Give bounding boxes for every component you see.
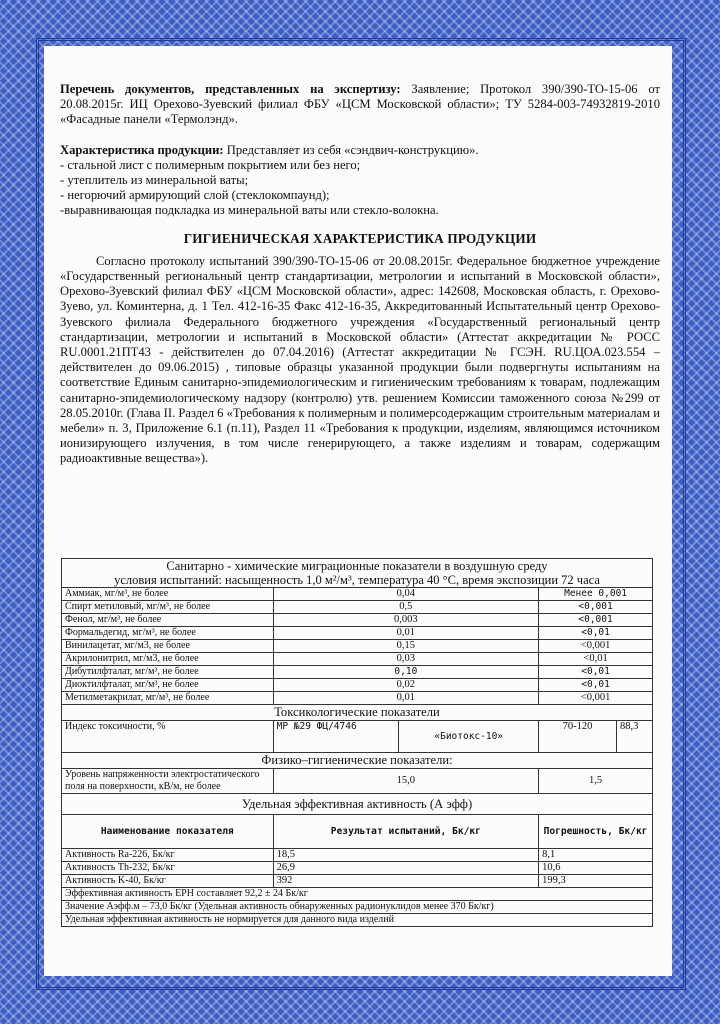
activity-col-name: Наименование показателя (62, 815, 274, 849)
results-table (61, 558, 653, 927)
table-row (62, 640, 653, 653)
documents-paragraph (60, 82, 660, 128)
documents-text: Заявление; Протокол 390/390-ТО-15-06 от 20.08.2015г. ИЦ Орехово-Зуевский филиал ФБУ «ЦСМ Московской области»; ТУ 5284-003-74932819-2010 «Фасадные панели «Термолэнд». (60, 82, 660, 127)
tox-range: 70-120 (539, 721, 617, 753)
tox-title: Токсикологические показатели (62, 705, 653, 721)
table-row (62, 601, 653, 614)
table-row (62, 653, 653, 666)
chem-norm: 0,01 (273, 627, 539, 640)
activity-header-row (62, 815, 653, 849)
chem-name: Акрилонитрил, мг/м3, не более (62, 653, 274, 666)
table-row (62, 769, 653, 794)
footer-note: Значение Аэфф.м – 73,0 Бк/кг (Удельная активность обнаруженных радионуклидов менее 370 Бк/кг) (62, 901, 653, 914)
chem-norm: 0,01 (273, 692, 539, 705)
table-header-row (62, 559, 653, 588)
tox-name: Индекс токсичности, % (62, 721, 274, 753)
chem-norm: 0,003 (273, 614, 539, 627)
characteristic-item: -выравнивающая подкладка из минеральной ваты или стекло-волокна. (60, 203, 439, 218)
activity-result: 392 (273, 875, 539, 888)
chem-result: <0,01 (539, 653, 653, 666)
chem-result: Менее 0,001 (539, 588, 653, 601)
main-paragraph: Согласно протоколу испытаний 390/390-ТО-15-06 от 20.08.2015г. Федеральное бюджетное учреждение «Государственный региональный центр стандартизации, метрологии и испытаний в Московской области», Орехово-Зуевский филиал ФБУ «ЦСМ Московской области», адрес: 142608, Московская область, г. Орехово-Зуево, ул. Коминтерна, д. 1 Тел. 412-16-35 Факс 412-16-35, Аккредитованный Испытательный центр Орехово-Зуевского филиала Федерального бюджетного учреждения «Государственный региональный центр стандартизации, метрологии и испытаний в Московской области» (Аттестат аккредитации № РОСС RU.0001.21ПТ43 - действителен до 07.04.2016) (Аттестат аккредитации № ГСЭН. RU.ЦОА.023.554 – действителен до 09.06.2015) , типовые образцы указанной продукции были подвергнуты испытаниям на соответствие Единым санитарно-эпидемиологическим и гигиеническим требованиям к товарам, подлежащим санитарно-эпидемиологическому надзору (контролю) утв. решением Комиссии таможенного союза №299 от 28.05.2010г. (Глава II. Раздел 6 «Требования к полимерным и полимерсодержащим строительным материалам и мебели» п. 3, Приложение 6.1 (п.11), Раздел 11 «Требования к продукции, изделиям, являющимся источником ионизирующего излучения, в том числе генерирующего, а также изделиям и товарам, содержащим радиоактивные вещества»). (60, 253, 660, 466)
activity-error: 8,1 (539, 849, 653, 862)
table-row (62, 875, 653, 888)
table-section-row (62, 794, 653, 815)
chem-result: <0,001 (539, 614, 653, 627)
table-row (62, 627, 653, 640)
table-footer-row (62, 914, 653, 927)
documents-label: Перечень документов, представленных на экспертизу: (60, 82, 401, 96)
chem-name: Фенол, мг/м³, не более (62, 614, 274, 627)
chem-norm: 0,5 (273, 601, 539, 614)
activity-col-error: Погрешность, Бк/кг (539, 815, 653, 849)
activity-name: Активность K-40, Бк/кг (62, 875, 274, 888)
chem-norm: 0,03 (273, 653, 539, 666)
activity-error: 199,3 (539, 875, 653, 888)
table-row (62, 679, 653, 692)
table-row (62, 666, 653, 679)
chem-header (62, 559, 653, 588)
characteristic-item: - негорючий армирующий слой (стеклокомпаунд); (60, 188, 330, 203)
chem-result: <0,001 (539, 601, 653, 614)
chem-result: <0,001 (539, 640, 653, 653)
activity-error: 10,6 (539, 862, 653, 875)
characteristic-item: - стальной лист с полимерным покрытием или без него; (60, 157, 361, 172)
section-title: ГИГИЕНИЧЕСКАЯ ХАРАКТЕРИСТИКА ПРОДУКЦИИ (183, 230, 537, 246)
table-footer-row (62, 888, 653, 901)
chem-name: Метилметакрилат, мг/м³, не более (62, 692, 274, 705)
activity-col-result: Результат испытаний, Бк/кг (273, 815, 539, 849)
table-section-row (62, 753, 653, 769)
phys-norm: 15,0 (273, 769, 539, 794)
table-footer-row (62, 901, 653, 914)
table-row (62, 849, 653, 862)
tox-value: 88,3 (617, 721, 653, 753)
chem-norm: 0,10 (273, 666, 539, 679)
footer-note: Эффективная активность ЕРН составляет 92,2 ± 24 Бк/кг (62, 888, 653, 901)
chem-result: <0,01 (539, 679, 653, 692)
chem-norm: 0,04 (273, 588, 539, 601)
table-row (62, 721, 653, 753)
table-row (62, 862, 653, 875)
characteristic-label: Характеристика продукции: (60, 142, 224, 157)
tox-method: МР №29 ФЦ/4746 (273, 721, 399, 753)
activity-result: 26,9 (273, 862, 539, 875)
phys-title: Физико–гигиенические показатели: (62, 753, 653, 769)
activity-result: 18,5 (273, 849, 539, 862)
characteristic-text: Представляет из себя «сэндвич-конструкцию». (223, 142, 479, 157)
chem-name: Спирт метиловый, мг/м³, не более (62, 601, 274, 614)
tox-device: «Биотокс-10» (399, 721, 539, 753)
chem-header-line1: Санитарно - химические миграционные показатели в воздушную среду (166, 559, 548, 573)
characteristic-item: - утеплитель из минеральной ваты; (60, 173, 249, 188)
document-text (60, 82, 660, 467)
chem-header-line2: условия испытаний: насыщенность 1,0 м²/м³, температура 40 °С, время экспозиции 72 часа (114, 573, 600, 587)
chem-norm: 0,02 (273, 679, 539, 692)
chem-result: <0,01 (539, 666, 653, 679)
chem-result: <0,001 (539, 692, 653, 705)
chem-name: Формальдегид, мг/м³, не более (62, 627, 274, 640)
characteristic-paragraph (60, 143, 660, 158)
chem-name: Винилацетат, мг/м3, не более (62, 640, 274, 653)
phys-result: 1,5 (539, 769, 653, 794)
document-sheet (44, 46, 672, 976)
chem-name: Дибутилфталат, мг/м³, не более (62, 666, 274, 679)
table-section-row (62, 705, 653, 721)
footer-note: Удельная эффективная активность не нормируется для данного вида изделий (62, 914, 653, 927)
activity-title: Удельная эффективная активность (А эфф) (62, 794, 653, 815)
table-row (62, 588, 653, 601)
chem-name: Диоктилфталат, мг/м³, не более (62, 679, 274, 692)
table-row (62, 692, 653, 705)
chem-name: Аммиак, мг/м³, не более (62, 588, 274, 601)
table-row (62, 614, 653, 627)
chem-norm: 0,15 (273, 640, 539, 653)
activity-name: Активность Ra-226, Бк/кг (62, 849, 274, 862)
activity-name: Активность Th-232, Бк/кг (62, 862, 274, 875)
chem-result: <0,01 (539, 627, 653, 640)
phys-name: Уровень напряженности электростатического поля на поверхности, кВ/м, не более (62, 769, 274, 794)
